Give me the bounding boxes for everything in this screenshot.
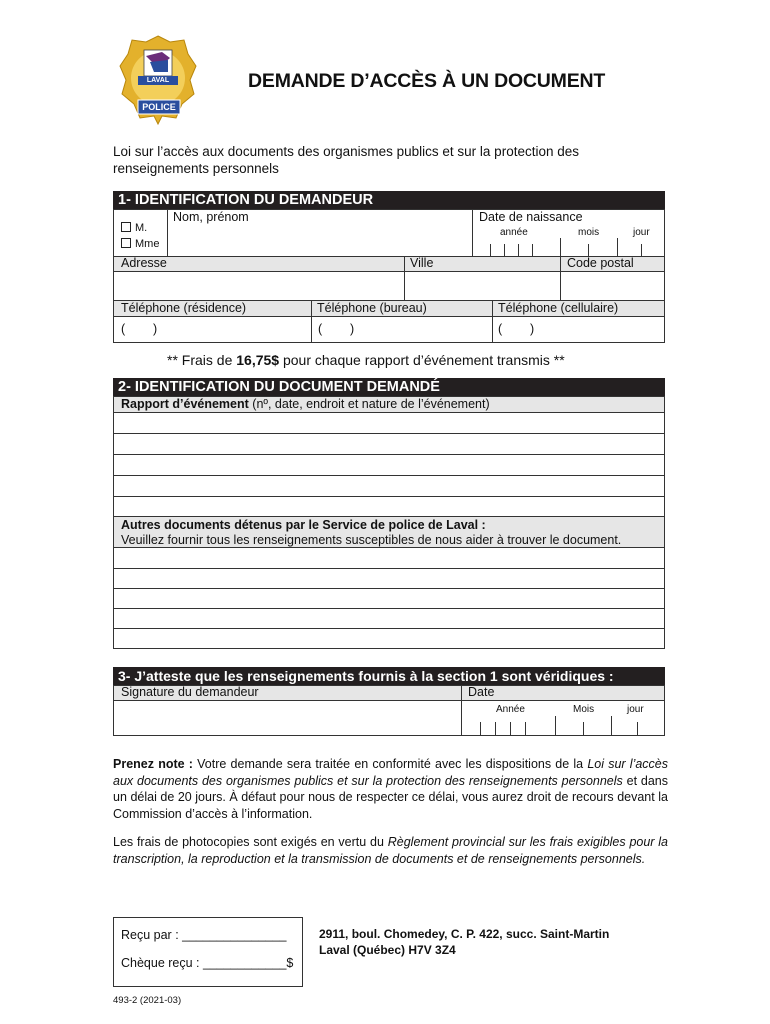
dob-year-label: année	[500, 227, 528, 238]
address-field[interactable]	[114, 272, 403, 300]
checkbox-m[interactable]	[121, 222, 131, 232]
dob-label: Date de naissance	[479, 210, 583, 224]
report-line-1[interactable]	[114, 413, 664, 433]
phone-cell-field[interactable]: ( )	[498, 322, 535, 336]
address-line-2: Laval (Québec) H7V 3Z4	[319, 943, 456, 957]
date-label: Date	[468, 685, 495, 699]
title-m-label: M.	[135, 222, 148, 234]
note-bold: Prenez note :	[113, 757, 198, 771]
other-docs-label	[121, 518, 621, 548]
fees-note-text: Les frais de photocopies sont exigés en vertu du	[113, 835, 388, 849]
dob-month-label: mois	[578, 227, 600, 238]
address-label: Adresse	[121, 256, 167, 270]
city-field[interactable]	[405, 272, 559, 300]
page-title: DEMANDE D’ACCÈS À UN DOCUMENT	[248, 70, 606, 92]
name-label: Nom, prénom	[173, 210, 249, 224]
address-line-1: 2911, boul. Chomedey, C. P. 422, succ. Saint-Martin	[319, 927, 610, 941]
date-day-label: jour	[627, 704, 644, 715]
received-by-field[interactable]: Reçu par : _______________	[121, 928, 287, 942]
phone-work-label: Téléphone (bureau)	[317, 301, 427, 315]
other-docs-line-1[interactable]	[114, 548, 664, 568]
phone-home-field[interactable]: ( )	[121, 322, 158, 336]
fees-note-regulation: Règlement provincial sur les frais exigibles pour la transcription, la reproduction et la transmission de documents et de renseignements personnels.	[113, 835, 668, 866]
report-line-4[interactable]	[114, 476, 664, 496]
logo-city-text: LAVAL	[146, 77, 170, 84]
checkbox-mme[interactable]	[121, 238, 131, 248]
signature-label: Signature du demandeur	[121, 685, 259, 699]
note-law-title: Loi sur l’accès aux documents des organismes publics et sur la protection des renseignements personnels	[113, 757, 668, 788]
phone-cell-label: Téléphone (cellulaire)	[498, 301, 619, 315]
date-month-label: Mois	[573, 704, 595, 715]
processing-note	[113, 756, 668, 822]
title-mme-label: Mme	[135, 238, 160, 250]
fee-amount: 16,75$	[236, 352, 280, 368]
date-year-label: Année	[496, 704, 525, 715]
title-m-option[interactable]	[121, 220, 159, 236]
police-address	[319, 926, 609, 958]
section1-header: 1- IDENTIFICATION DU DEMANDEUR	[113, 191, 665, 209]
note-text-1: Votre demande sera traitée en conformité avec les dispositions de la	[197, 757, 588, 771]
section3-header: 3- J’atteste que les renseignements fournis à la section 1 sont véridiques :	[113, 667, 665, 685]
fee-prefix: ** Frais de	[167, 352, 237, 368]
fee-suffix: pour chaque rapport d’événement transmis **	[279, 352, 565, 368]
intro-text: Loi sur l’accès aux documents des organismes publics et sur la protection des renseignements personnels	[113, 144, 579, 176]
section2-header: 2- IDENTIFICATION DU DOCUMENT DEMANDÉ	[113, 378, 665, 396]
phone-home-label: Téléphone (résidence)	[121, 301, 247, 315]
report-label-rest: (nº, date, endroit et nature de l’événement)	[248, 397, 490, 411]
city-label: Ville	[410, 256, 434, 270]
other-docs-line-3[interactable]	[114, 589, 664, 608]
other-docs-label-bold: Autres documents détenus par le Service de police de Laval :	[121, 518, 486, 532]
other-docs-line-5[interactable]	[114, 629, 664, 648]
title-mme-option[interactable]	[121, 236, 159, 252]
photocopy-fees-note	[113, 834, 668, 867]
form-code: 493-2 (2021-03)	[113, 995, 182, 1006]
report-label	[121, 397, 490, 411]
name-field[interactable]	[168, 226, 471, 256]
report-label-bold: Rapport d’événement	[121, 397, 249, 411]
fee-notice	[167, 352, 565, 368]
dob-field[interactable]	[473, 238, 665, 256]
other-docs-line-4[interactable]	[114, 609, 664, 628]
postal-code-field[interactable]	[561, 272, 664, 300]
signature-field[interactable]	[114, 701, 460, 735]
cheque-received-field[interactable]: Chèque reçu : ____________$	[121, 956, 294, 970]
other-docs-label-rest: Veuillez fournir tous les renseignements susceptibles de nous aider à trouver le document.	[121, 533, 622, 547]
phone-work-field[interactable]: ( )	[318, 322, 355, 336]
report-line-2[interactable]	[114, 434, 664, 454]
other-docs-line-2[interactable]	[114, 569, 664, 588]
police-logo	[118, 34, 198, 126]
report-line-5[interactable]	[114, 497, 664, 516]
note-text-2: et dans un délai de 20 jours. À défaut pour nous de respecter ce délai, vous aurez droit de recours devant la Commission d’accès à l’information.	[113, 773, 668, 821]
title-checkboxes	[121, 220, 159, 252]
postal-label: Code postal	[567, 256, 634, 270]
signature-date-field[interactable]	[462, 716, 664, 735]
report-line-3[interactable]	[114, 455, 664, 475]
dob-day-label: jour	[633, 227, 650, 238]
logo-badge-text: POLICE	[142, 102, 176, 112]
